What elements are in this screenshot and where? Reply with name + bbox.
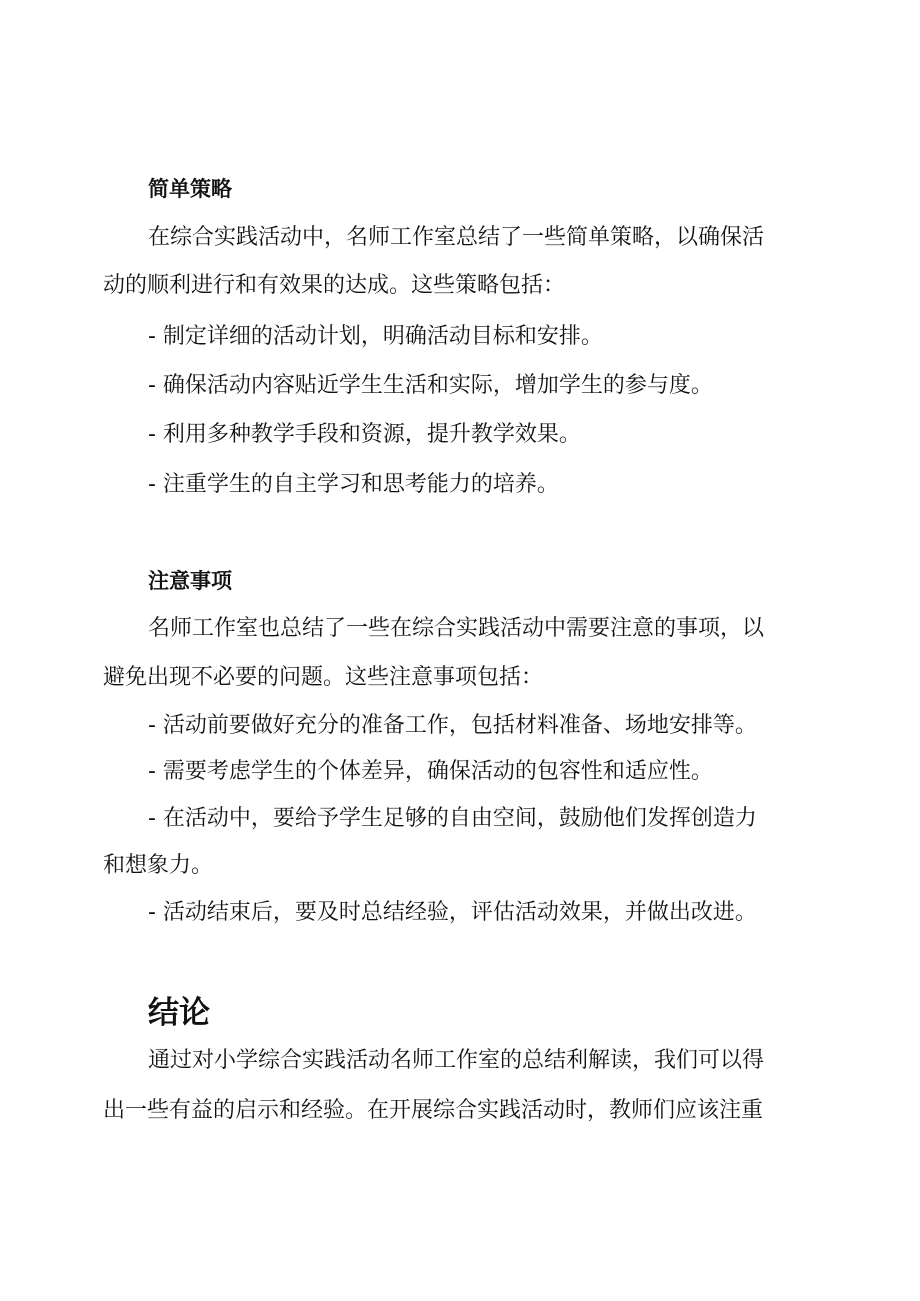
precaution-item-3-continued: 和想象力。 bbox=[103, 853, 214, 878]
precaution-item-1: - 活动前要做好充分的准备工作，包括材料准备、场地安排等。 bbox=[148, 713, 757, 738]
strategies-intro-line-2: 动的顺利进行和有效果的达成。这些策略包括： bbox=[103, 273, 566, 298]
precautions-intro-line-1: 名师工作室也总结了一些在综合实践活动中需要注意的事项，以 bbox=[148, 616, 765, 641]
strategy-item-1: - 制定详细的活动计划，明确活动目标和安排。 bbox=[148, 324, 603, 349]
precaution-item-2: - 需要考虑学生的个体差异，确保活动的包容性和适应性。 bbox=[148, 759, 713, 784]
conclusion-line-1: 通过对小学综合实践活动名师工作室的总结利解读，我们可以得 bbox=[148, 1048, 765, 1073]
conclusion-heading: 结论 bbox=[148, 995, 210, 1031]
strategies-intro-line-1: 在综合实践活动中，名师工作室总结了一些简单策略，以确保活 bbox=[148, 225, 765, 250]
section-heading-strategies: 简单策略 bbox=[148, 177, 232, 201]
strategy-item-3: - 利用多种教学手段和资源，提升教学效果。 bbox=[148, 422, 581, 447]
precaution-item-4: - 活动结束后，要及时总结经验，评估活动效果，并做出改进。 bbox=[148, 900, 757, 925]
strategy-item-2: - 确保活动内容贴近学生生活和实际，增加学生的参与度。 bbox=[148, 373, 713, 398]
section-heading-precautions: 注意事项 bbox=[148, 569, 232, 593]
conclusion-line-2: 出一些有益的启示和经验。在开展综合实践活动时，教师们应该注重 bbox=[103, 1098, 764, 1123]
strategy-item-4: - 注重学生的自主学习和思考能力的培养。 bbox=[148, 472, 559, 497]
precaution-item-3: - 在活动中，要给予学生足够的自由空间，鼓励他们发挥创造力 bbox=[148, 806, 757, 831]
precautions-intro-line-2: 避免出现不必要的问题。这些注意事项包括： bbox=[103, 665, 544, 690]
